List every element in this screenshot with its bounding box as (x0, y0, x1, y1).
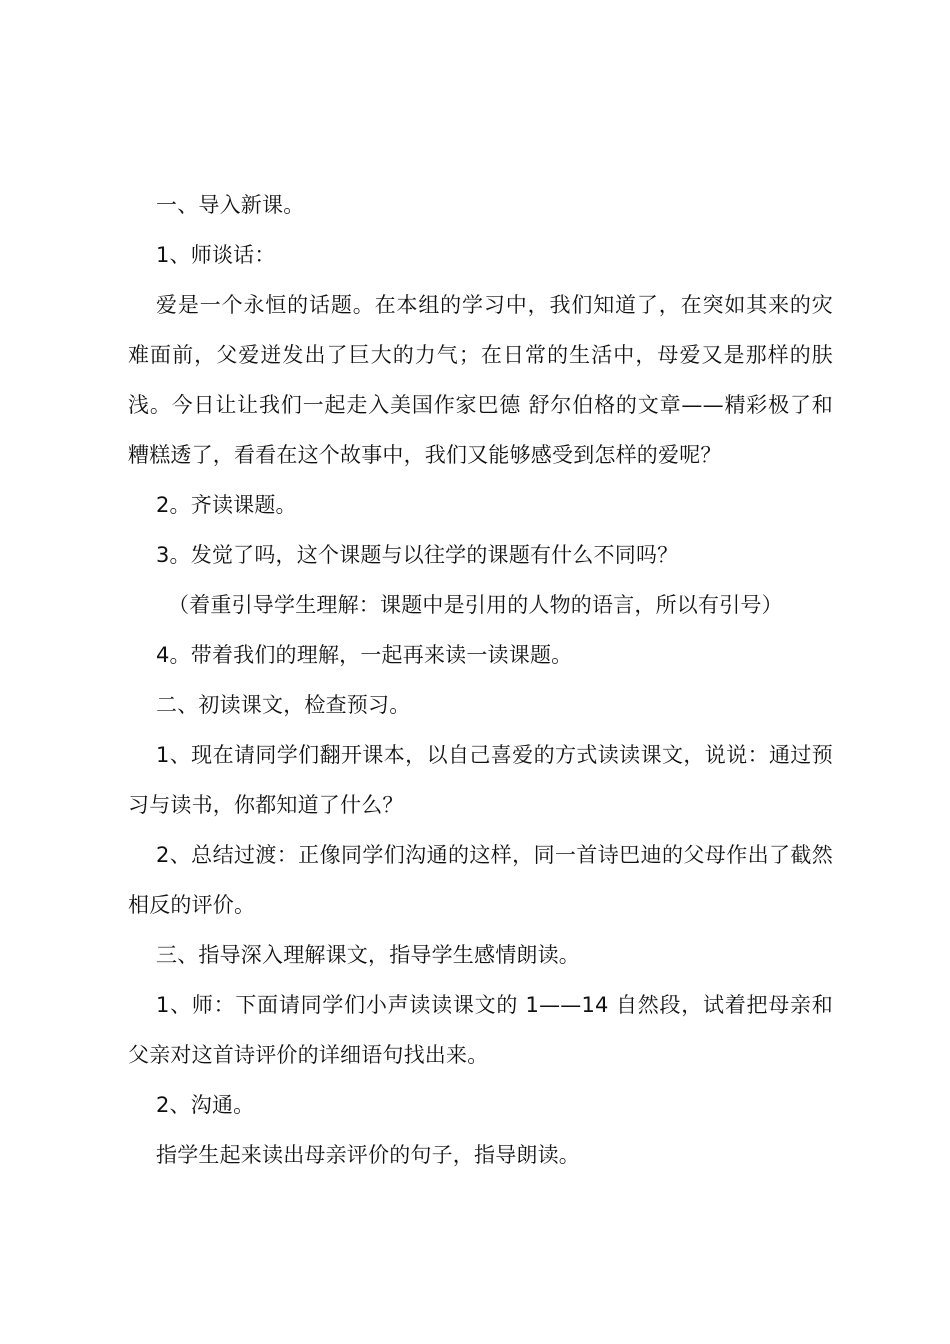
list-item: 2。齐读课题。 (156, 493, 297, 517)
list-item: 1、师谈话： (156, 243, 276, 267)
body-paragraph: 爱是一个永恒的话题。在本组的学习中，我们知道了，在突如其来的灾难面前，父爱迸发出了巨大的力气；在日常的生活中，母爱又是那样的肤浅。今日让让我们一起走入美国作家巴德 舒尔伯格的文章——精彩极了和糟糕透了，看看在这个故事中，我们又能够感受到怎样的爱呢？ (128, 293, 833, 467)
heading-section-2: 二、初读课文，检查预习。 (156, 693, 411, 717)
heading-section-1: 一、导入新课。 (156, 193, 305, 217)
list-item: 2、总结过渡：正像同学们沟通的这样，同一首诗巴迪的父母作出了截然相反的评价。 (128, 843, 833, 917)
list-item: 3。发觉了吗，这个课题与以往学的课题有什么不同吗？ (156, 543, 679, 567)
list-item: 2、沟通。 (156, 1093, 255, 1117)
list-item: 4。带着我们的理解，一起再来读一读课题。 (156, 643, 573, 667)
list-item: 1、师：下面请同学们小声读读课文的 1——14 自然段，试着把母亲和父亲对这首诗评价的详细语句找出来。 (128, 993, 833, 1067)
note-paragraph: （着重引导学生理解：课题中是引用的人物的语言，所以有引号） (168, 593, 783, 617)
body-paragraph: 指学生起来读出母亲评价的句子，指导朗读。 (156, 1143, 580, 1167)
document-page (128, 180, 833, 1180)
list-item: 1、现在请同学们翻开课本，以自己喜爱的方式读读课文，说说：通过预习与读书，你都知道了什么？ (128, 743, 833, 817)
heading-section-3: 三、指导深入理解课文，指导学生感情朗读。 (156, 943, 580, 967)
